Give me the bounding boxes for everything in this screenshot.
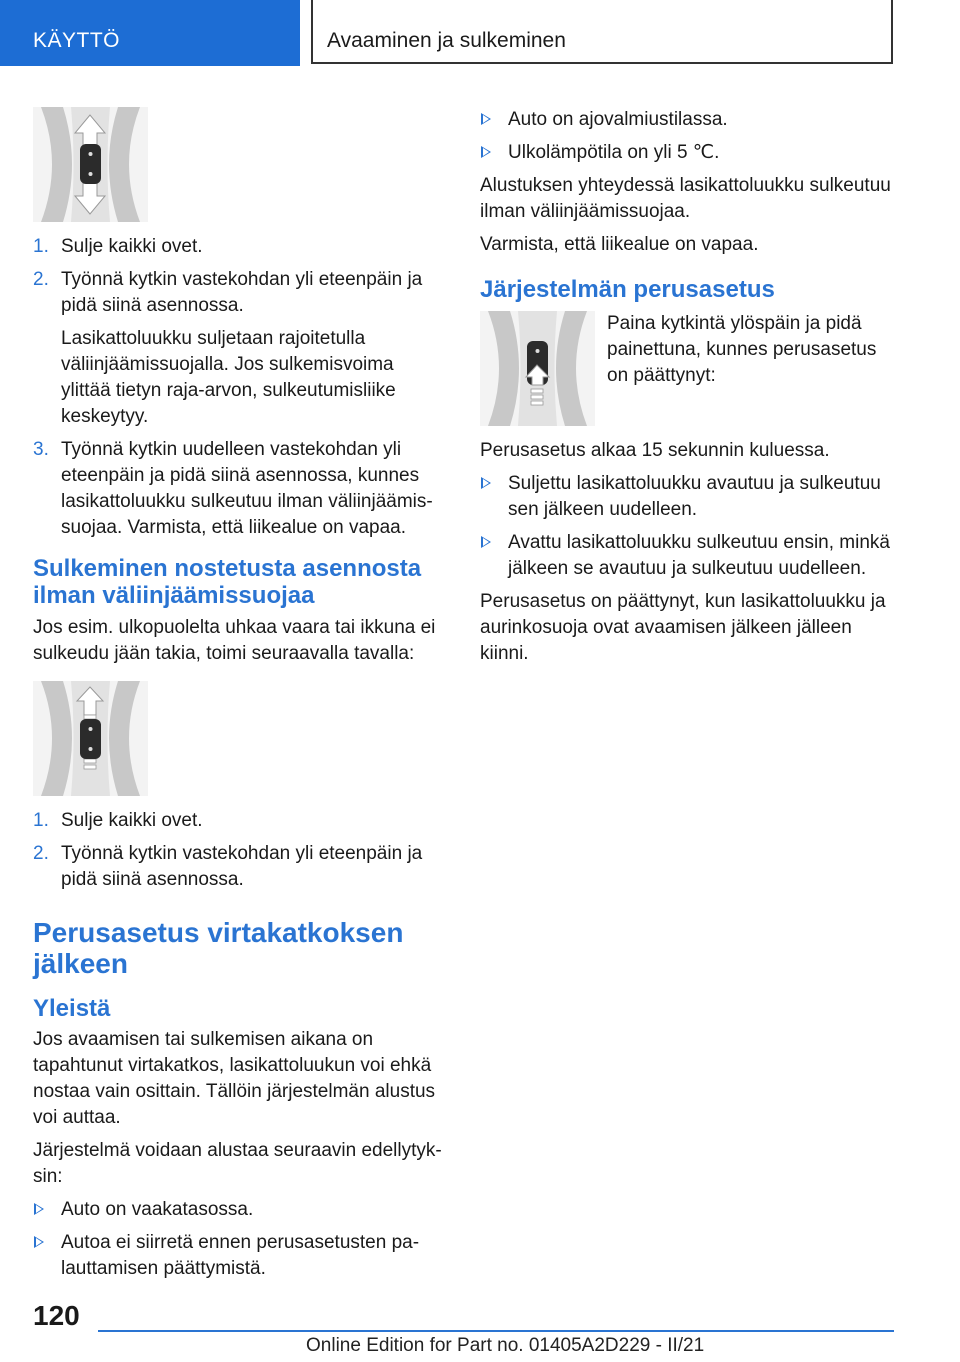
paragraph: Perusasetus on päättynyt, kun lasikattoluukku ja aurinkosuoja ovat avaamisen jälkeen jälleen kiinni. [480,591,886,664]
paragraph: Jos esim. ulkopuolelta uhkaa vaara tai ikkuna ei sulkeudu jään takia, toimi seuraavalla tavalla: [33,617,436,664]
paragraph: Jos avaamisen tai sulkemisen aikana on tapahtunut virtakatkos, lasikattoluukun voi ehkä nostaa vain osittain. Tällöin järjestelmän alustus voi auttaa. [33,1029,436,1128]
bullet-triangle-icon [34,1203,44,1215]
bullet-text: Ulkolämpötila on yli 5 ℃. [508,142,720,163]
step-number: 2. [33,843,49,864]
bullet-triangle-icon [481,113,491,125]
left-column [33,107,445,1289]
list-item [33,234,445,260]
bullet-text: Autoa ei siirretä ennen perusasetusten palauttamisen päättymistä. [61,1232,420,1279]
list-item [480,471,894,523]
step-text: Työnnä kytkin vastekohdan yli eteenpäin ja pidä siinä asennossa. [61,843,423,890]
section-tab [0,0,300,66]
step-number: 1. [33,236,49,257]
step-number: 2. [33,269,49,290]
list-item [33,808,445,834]
bullet-triangle-icon [481,536,491,548]
paragraph: Alustuksen yhteydessä lasikattoluukku sulkeutuu ilman väliinjäämissuojaa. [480,175,891,222]
step-note: Lasikattoluukku suljetaan rajoitetulla väliinjäämissuojalla. Jos sulkemisvoima ylittää tietyn raja-arvon, sulkeutumisliike keskeytyy. [61,328,396,427]
section-title: KÄYTTÖ [33,29,121,52]
right-column [480,107,894,674]
list-item [33,267,445,319]
step-text: Työnnä kytkin vastekohdan yli eteenpäin ja pidä siinä asennossa. [61,269,423,316]
bullet-triangle-icon [481,146,491,158]
section-heading: Järjestelmän perusasetus [480,276,775,303]
section-heading: Sulkeminen nostetusta asennosta ilman väliinjäämissuojaa [33,555,422,609]
basic-setting-block [480,311,894,430]
instruction-text: Paina kytkintä ylöspäin ja pidä painettuna, kunnes perusasetus on päättynyt: [607,313,877,386]
list-item [33,1230,445,1282]
bullet-triangle-icon [481,477,491,489]
chapter-heading: Perusasetus virtakatkoksen jälkeen [33,917,404,979]
footer-divider [98,1330,894,1332]
switch-push-forward-illustration-2 [33,681,148,796]
paragraph: Varmista, että liikealue on vapaa. [480,234,759,255]
paragraph: Järjestelmä voidaan alustaa seuraavin edellytyksin: [33,1140,442,1187]
bullet-triangle-icon [34,1236,44,1248]
bullet-text: Suljettu lasikattoluukku avautuu ja sulkeutuu sen jälkeen uudelleen. [508,473,881,520]
step-text: Työnnä kytkin uudelleen vastekohdan yli eteenpäin ja pidä siinä asennossa, kunnes lasikattoluukku sulkeutuu ilman väliinjäämissuojaa. Varmista, että liikealue on vapaa. [61,439,433,538]
list-item [480,107,894,133]
switch-push-up-illustration [480,311,595,426]
bullet-text: Auto on vaakatasossa. [61,1199,254,1220]
switch-push-forward-illustration [33,107,148,222]
subsection-heading: Yleistä [33,995,111,1022]
paragraph: Perusasetus alkaa 15 sekunnin kuluessa. [480,440,830,461]
bullet-text: Auto on ajovalmiustilassa. [508,109,728,130]
list-item [480,140,894,166]
chapter-title: Avaaminen ja sulkeminen [327,29,566,52]
list-item [33,1197,445,1223]
list-item [480,530,894,582]
step-text: Sulje kaikki ovet. [61,810,203,831]
page-number: 120 [33,1300,80,1331]
list-item [33,841,445,893]
step-text: Sulje kaikki ovet. [61,236,203,257]
bullet-text: Avattu lasikattoluukku sulkeutuu ensin, minkä jälkeen se avautuu ja sulkeutuu uudelleen. [508,532,890,579]
chapter-header [311,0,893,64]
step-number: 3. [33,439,49,460]
edition-label: Online Edition for Part no. 01405A2D229 - II/21 [306,1335,705,1356]
list-item [33,437,445,541]
step-number: 1. [33,810,49,831]
